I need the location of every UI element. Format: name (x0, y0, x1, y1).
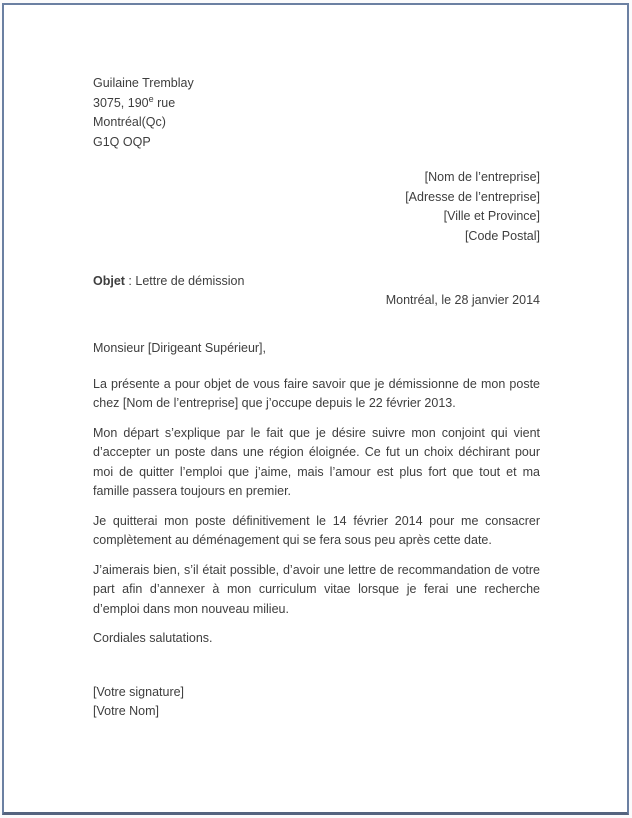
sender-street (93, 94, 194, 114)
recipient-city-line: [Ville et Province] (443, 209, 540, 223)
subject-label: Objet (93, 274, 125, 288)
recipient-block (93, 168, 540, 246)
sender-street-ordinal: e (148, 93, 154, 104)
sender-street-suffix: rue (153, 95, 176, 110)
recipient-postal-line: [Code Postal] (464, 228, 540, 243)
paragraph-3: Je quitterai mon poste définitivement le 14 février 2014 pour me consacrer complètement au déménagement qui se fera sous peu après cette date. (93, 513, 540, 547)
sender-block (93, 74, 194, 152)
sender-street-prefix: 3075, 190 (93, 95, 149, 110)
letter-body (93, 339, 540, 722)
closing-line: Cordiales salutations. (93, 631, 213, 645)
paragraph-4: J’aimerais bien, s’il était possible, d’avoir une lettre de recommandation de votre part afin d’annexer à mon curriculum vitae lorsque je ferai une recherche d’emploi dans mon nouveau milieu. (93, 562, 540, 616)
subject-line (93, 272, 540, 292)
recipient-company-line: [Nom de l’entreprise] (424, 170, 540, 184)
paragraph-2: Mon départ s’explique par le fait que je désire suivre mon conjoint qui vient d’accepter un poste dans une région éloignée. Ce fut un choix déchirant pour moi de quitter l’emploi que j’aime, mais l’amour est plus fort que tout et ma famille passera toujours en premier. (93, 425, 540, 498)
name-placeholder: [Votre Nom] (93, 704, 159, 718)
recipient-address-line: [Adresse de l’entreprise] (405, 189, 540, 204)
signature-placeholder: [Votre signature] (93, 684, 185, 699)
subject-text: : Lettre de démission (124, 274, 245, 288)
sender-postal-code: G1Q OQP (93, 134, 151, 149)
paragraph-1: La présente a pour objet de vous faire savoir que je démissionne de mon poste chez [Nom de l’entreprise] que j’occupe depuis le 22 février 2013. (93, 376, 540, 410)
salutation: Monsieur [Dirigeant Supérieur], (93, 341, 266, 355)
sender-city: Montréal(Qc) (93, 115, 166, 129)
sender-name: Guilaine Tremblay (93, 76, 194, 90)
signature-block (93, 683, 540, 722)
date-line: Montréal, le 28 janvier 2014 (385, 293, 540, 307)
